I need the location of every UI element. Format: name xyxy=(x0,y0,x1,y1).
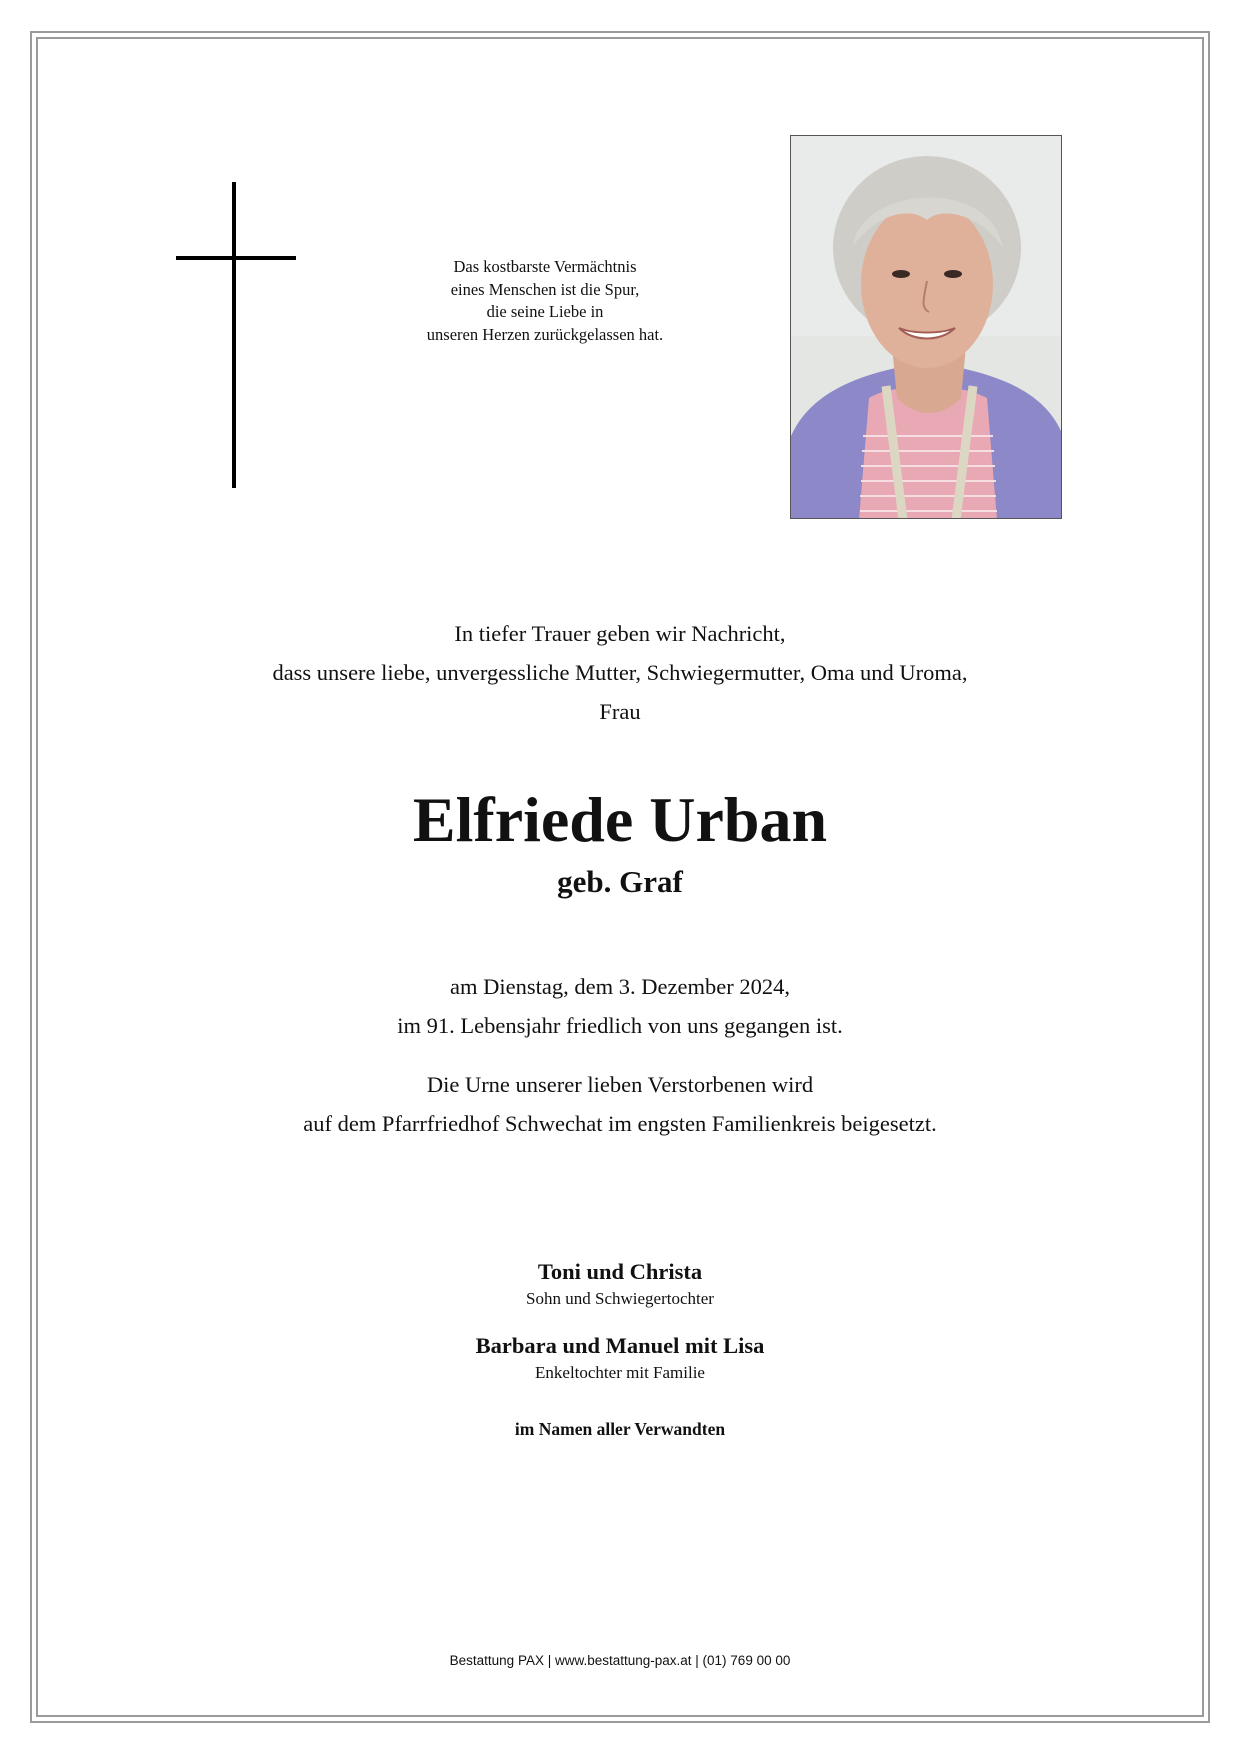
portrait-photo xyxy=(790,135,1062,519)
announcement-intro xyxy=(120,614,1120,731)
mourner-entry xyxy=(120,1331,1120,1385)
mourner-name: Barbara und Manuel mit Lisa xyxy=(475,1333,765,1358)
passing-text xyxy=(120,967,1120,1045)
burial-line-2: auf dem Pfarrfriedhof Schwechat im engsten Familienkreis beigesetzt. xyxy=(303,1111,937,1136)
burial-line-1: Die Urne unserer lieben Verstorbenen wird xyxy=(426,1072,814,1097)
mourner-name: Toni und Christa xyxy=(537,1259,703,1284)
passing-line-1: am Dienstag, dem 3. Dezember 2024, xyxy=(450,974,790,999)
portrait-illustration xyxy=(791,136,1062,519)
deceased-name: Elfriede Urban xyxy=(412,784,828,855)
cross-horizontal-bar xyxy=(176,256,296,260)
burial-text xyxy=(120,1065,1120,1143)
intro-line-2: dass unsere liebe, unvergessliche Mutter, Schwiegermutter, Oma und Uroma, xyxy=(272,660,968,685)
on-behalf-text: im Namen aller Verwandten xyxy=(514,1419,726,1439)
verse-line: die seine Liebe in xyxy=(486,302,604,321)
funeral-home-footer: Bestattung PAX | www.bestattung-pax.at | (01) 769 00 00 xyxy=(449,1653,791,1668)
mourner-relation: Enkeltochter mit Familie xyxy=(535,1363,705,1382)
memorial-verse xyxy=(380,256,710,346)
intro-line-1: In tiefer Trauer geben wir Nachricht, xyxy=(454,621,786,646)
verse-line: Das kostbarste Vermächtnis xyxy=(453,257,637,276)
cross-vertical-bar xyxy=(232,182,236,488)
intro-line-3: Frau xyxy=(599,699,641,724)
mourner-relation: Sohn und Schwiegertochter xyxy=(526,1289,714,1308)
maiden-name: geb. Graf xyxy=(557,864,683,899)
mourner-entry xyxy=(120,1257,1120,1311)
verse-line: eines Menschen ist die Spur, xyxy=(450,279,640,299)
passing-line-2: im 91. Lebensjahr friedlich von uns gegangen ist. xyxy=(397,1013,843,1038)
verse-line: unseren Herzen zurückgelassen hat. xyxy=(426,324,664,344)
